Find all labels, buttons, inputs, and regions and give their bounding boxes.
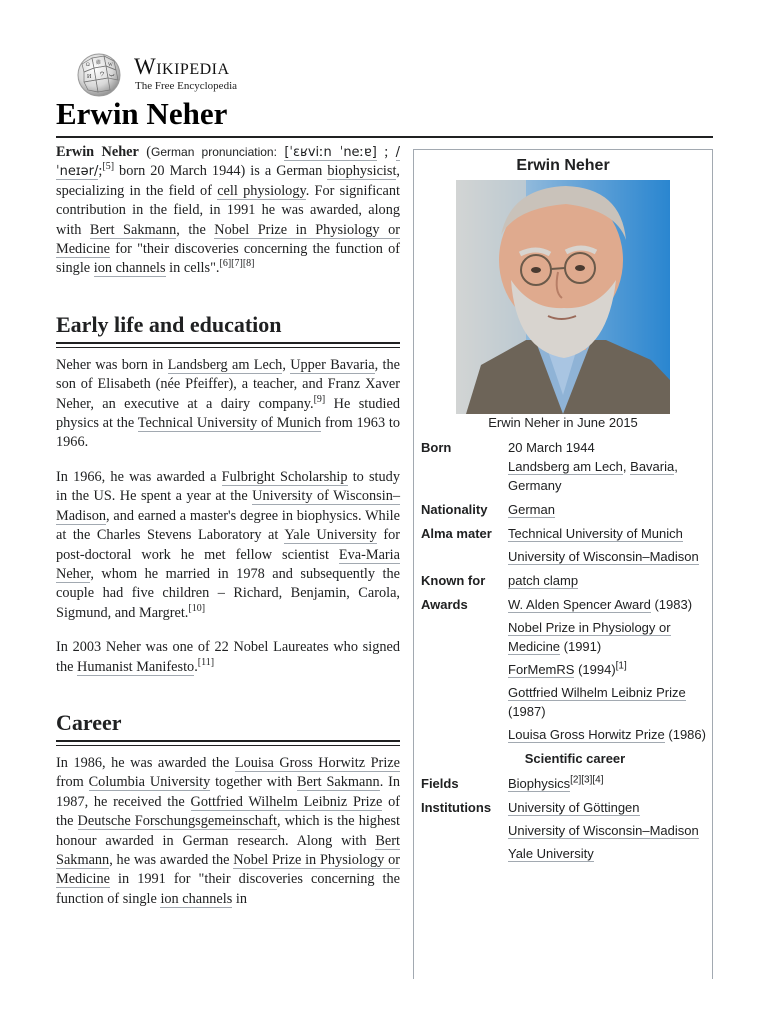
columbia-link[interactable]: Columbia University <box>88 774 211 791</box>
wikipedia-wordmark: Wikipedia <box>134 54 230 79</box>
nationality-label: Nationality <box>421 502 488 517</box>
infobox-title: Erwin Neher <box>516 157 610 174</box>
citation-link[interactable]: [2][3][4] <box>570 774 604 786</box>
page-title: Erwin Neher <box>56 96 228 131</box>
globe-glyph: W <box>108 63 113 68</box>
born-date: 20 March 1944 <box>508 440 595 455</box>
text: , whom he married in 1978 and subsequently the couple had five children – Richard, Benjamin, Carola, Sigmund, and Margret. <box>56 565 400 621</box>
leibniz-prize-link[interactable]: Gottfried Wilhelm Leibniz Prize <box>190 793 383 810</box>
infobox-row-alma-mater <box>421 524 709 566</box>
text: (1986) <box>664 727 706 742</box>
globe-glyph: Ω <box>86 63 90 68</box>
text: in cells". <box>165 260 220 277</box>
infobox-row-known-for <box>421 571 709 590</box>
infobox-row-awards <box>421 595 709 744</box>
photo-caption: Erwin Neher in June 2015 <box>488 415 638 430</box>
nobel-prize-link[interactable]: Nobel Prize in Physiology or Medicine <box>56 221 400 258</box>
yale-link[interactable]: Yale University <box>284 527 377 544</box>
louisa-gross-horwitz-link[interactable]: Louisa Gross Horwitz Prize <box>234 754 400 771</box>
text: . In 1987, he received the <box>56 774 401 810</box>
infobox-row-nationality <box>421 500 709 519</box>
text: (1994) <box>574 662 616 677</box>
early-life-paragraph-1 <box>56 356 400 453</box>
humanist-manifesto-link[interactable]: Humanist Manifesto <box>77 658 195 675</box>
text: , the <box>176 221 215 238</box>
german-link[interactable]: German <box>508 502 555 517</box>
leibniz-prize-link[interactable]: Gottfried Wilhelm Leibniz Prize <box>508 685 686 700</box>
early-life-paragraph-2 <box>56 468 400 623</box>
section-heading-early-life: Early life and education <box>56 311 400 344</box>
patch-clamp-link[interactable]: patch clamp <box>508 573 579 588</box>
title-divider <box>56 136 713 138</box>
formemrs-link[interactable]: ForMemRS <box>508 662 575 677</box>
text: (1983) <box>650 597 693 612</box>
text: in 1991 for "their discoveries concerning the function of single <box>56 871 400 907</box>
citation-link[interactable]: [11] <box>197 656 215 668</box>
citation-link[interactable]: [5] <box>102 161 115 173</box>
text: of the <box>56 793 401 830</box>
infobox-row-fields <box>421 774 709 793</box>
biophysics-link[interactable]: Biophysics <box>508 776 571 791</box>
citation-link[interactable]: [10] <box>188 602 206 614</box>
text: for "their discoveries concerning the function of single <box>56 241 400 277</box>
ion-channels-link[interactable]: ion channels <box>160 890 233 907</box>
text: (1991) <box>560 639 602 654</box>
ipa-english-link[interactable]: /ˈneɪər/ <box>56 145 401 180</box>
text: to study in the US. He spent a year at the <box>56 468 400 505</box>
landsberg-link[interactable]: Landsberg am Lech <box>167 356 283 373</box>
awards-label: Awards <box>421 597 468 612</box>
landsberg-link[interactable]: Landsberg am Lech <box>508 459 623 474</box>
section-heading-career: Career <box>56 709 400 742</box>
eva-maria-neher-link[interactable]: Eva-Maria Neher <box>56 546 400 582</box>
yale-link[interactable]: Yale University <box>508 846 594 861</box>
bert-sakmann-link[interactable]: Bert Sakmann <box>297 774 380 791</box>
text: He studied physics at the <box>56 395 401 432</box>
fulbright-link[interactable]: Fulbright Scholarship <box>221 468 348 485</box>
portrait-photo[interactable] <box>456 180 670 414</box>
born-label: Born <box>421 440 452 455</box>
text: . <box>194 658 198 675</box>
wikipedia-logo[interactable] <box>74 52 274 98</box>
globe-glyph: ウ <box>99 72 106 78</box>
known-for-label: Known for <box>421 573 486 588</box>
globe-glyph: ب <box>109 72 115 78</box>
scientific-career-heading: Scientific career <box>524 751 626 766</box>
citation-link[interactable]: [9] <box>313 393 326 405</box>
text: Neher was born in <box>56 356 168 373</box>
born-value <box>508 438 709 495</box>
text: , specializing in the field of <box>56 163 400 199</box>
biophysicist-link[interactable]: biophysicist <box>327 163 397 180</box>
bert-sakmann-link[interactable]: Bert Sakmann <box>89 221 177 238</box>
citation-link[interactable]: [1] <box>615 660 627 672</box>
uw-madison-link[interactable]: University of Wisconsin–Madison <box>508 549 699 564</box>
text: In 2003 Neher was one of 22 Nobel Laureates who signed the <box>56 639 400 675</box>
fields-label: Fields <box>421 776 459 791</box>
uw-madison-link[interactable]: University of Wisconsin–Madison <box>508 823 699 838</box>
born-place <box>508 457 709 495</box>
nobel-prize-link[interactable]: Nobel Prize in Physiology or Medicine <box>508 620 671 654</box>
nobel-prize-link[interactable]: Nobel Prize in Physiology or Medicine <box>56 851 400 888</box>
bavaria-link[interactable]: Bavaria <box>630 459 675 474</box>
institutions-label: Institutions <box>421 800 492 815</box>
ipa-german-link[interactable]: [ˈɛʁviːn ˈneːɐ] <box>284 145 377 160</box>
pronunciation-label: German pronunciation: <box>151 145 277 159</box>
text: . For significant contribution in the field, in 1991 he was awarded, along with <box>56 182 400 238</box>
text: , Germany <box>508 459 678 493</box>
infobox-rows <box>421 438 709 868</box>
wikipedia-globe-icon <box>74 52 124 98</box>
citation-link[interactable]: [6][7][8] <box>219 258 255 270</box>
text: In 1986, he was awarded the <box>56 754 235 771</box>
text: born 20 March 1944) is a German <box>114 163 328 180</box>
infobox-row-institutions <box>421 798 709 863</box>
cell-physiology-link[interactable]: cell physiology <box>217 182 306 199</box>
infobox-row-born <box>421 438 709 495</box>
text: (1987) <box>508 704 546 719</box>
text: from <box>56 774 89 791</box>
text: from 1963 to 1966. <box>56 415 400 451</box>
text: together with <box>210 774 298 791</box>
spencer-award-link[interactable]: W. Alden Spencer Award <box>508 597 651 612</box>
alma-mater-label: Alma mater <box>421 526 492 541</box>
text: , <box>282 356 291 373</box>
tum-link[interactable]: Technical University of Munich <box>508 526 683 541</box>
intro-paragraph: Erwin Neher (German pronunciation: [ˈɛʁviːn ˈneːɐ] ; /ˈneɪər/;[5] born 20 March 1944) is a German biophysicist, specializing in the field of cell physiology. For significant contribution in the field, in 1991 he was awarded, along with Bert Sakmann, the Nobel Prize in Physiology or Medicine for "their discoveries concerning the function of single ion channels in cells".[6][7][8] <box>56 144 401 277</box>
bert-sakmann-link[interactable]: Bert Sakmann <box>56 832 400 868</box>
early-life-paragraph-3 <box>56 638 400 677</box>
text: in <box>232 890 248 907</box>
text: for post-doctoral work he met fellow scientist <box>56 527 400 563</box>
upper-bavaria-link[interactable]: Upper Bavaria <box>290 356 375 373</box>
tum-link[interactable]: Technical University of Munich <box>137 415 322 432</box>
ion-channels-link[interactable]: ion channels <box>93 260 166 277</box>
career-paragraph-1 <box>56 754 400 909</box>
goettingen-link[interactable]: University of Göttingen <box>508 800 640 815</box>
uw-madison-link[interactable]: University of Wisconsin–Madison <box>56 488 400 524</box>
dfg-link[interactable]: Deutsche Forschungsgemeinschaft <box>77 813 277 830</box>
text: , the son of Elisabeth (née Pfeiffer), a teacher, and Franz Xaver Neher, an executive at a dairy company. <box>56 356 400 412</box>
text: , he was awarded the <box>109 851 234 868</box>
wikipedia-tagline: The Free Encyclopedia <box>135 80 238 92</box>
globe-glyph: 維 <box>96 61 102 66</box>
louisa-gross-horwitz-link[interactable]: Louisa Gross Horwitz Prize <box>508 727 665 742</box>
globe-glyph: И <box>87 74 92 80</box>
infobox <box>413 149 713 979</box>
article-body <box>56 143 400 924</box>
text: , which is the highest honour awarded in German research. Along with <box>56 813 400 849</box>
text: , and earned a master's degree in biophysics. While at the Charles Stevens Laboratory at <box>56 507 400 544</box>
article-subject: Erwin Neher <box>56 144 139 160</box>
text: In 1966, he was awarded a <box>56 468 222 485</box>
text: , <box>622 459 631 474</box>
